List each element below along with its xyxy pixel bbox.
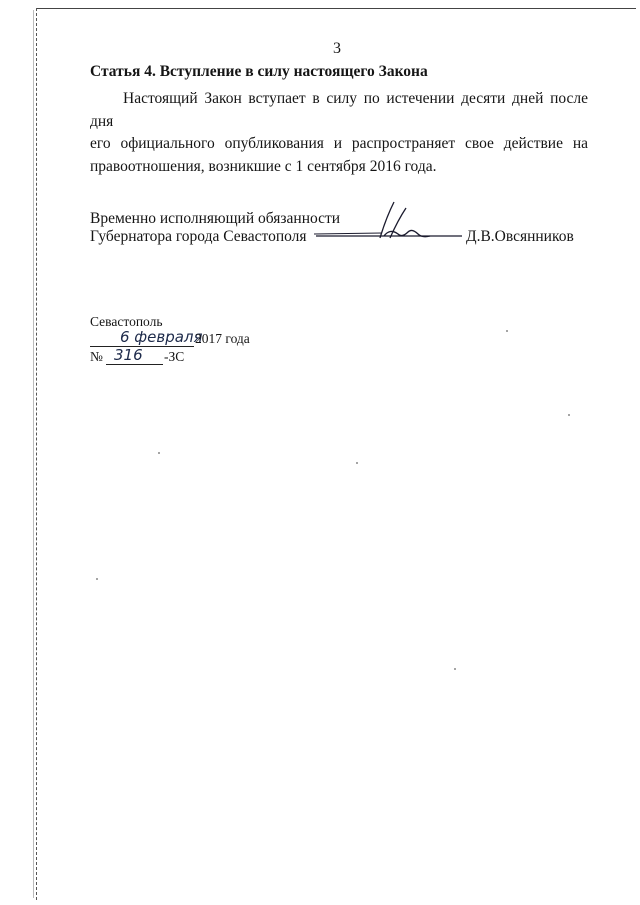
scan-speck: [568, 414, 570, 416]
scan-speck: [506, 330, 508, 332]
law-number-row: [90, 346, 210, 367]
page-number: 3: [333, 40, 341, 57]
scan-speck: [158, 452, 160, 454]
article-title: Статья 4. Вступление в силу настоящего Закона: [90, 63, 428, 80]
article-body-line-2: его официального опубликования и распространяет свое действие на: [90, 135, 588, 152]
page-border-left: [36, 8, 37, 900]
number-underline: [106, 364, 163, 365]
article-body-line-3: правоотношения, возникшие с 1 сентября 2016 года.: [90, 157, 437, 175]
signatory-position-line-1: Временно исполняющий обязанности: [90, 210, 341, 227]
law-number-prefix: №: [90, 349, 103, 364]
signatory-name: Д.В.Овсянников: [466, 228, 574, 245]
article-body: [90, 88, 588, 178]
handwritten-signature: [312, 198, 482, 246]
signatory-position-line-2: Губернатора города Севастополя: [90, 228, 307, 245]
scan-speck: [356, 462, 358, 464]
scan-speck: [454, 668, 456, 670]
article-body-line-1: Настоящий Закон вступает в силу по истечении десяти дней после дня: [90, 90, 588, 130]
page-border-left-faint: [33, 10, 34, 898]
issuance-date-handwritten: 6 февраля: [120, 328, 203, 346]
issuance-year: 2017 года: [195, 331, 250, 346]
issuance-city: Севастополь: [90, 314, 163, 329]
law-number-suffix: -ЗС: [164, 349, 185, 364]
scan-speck: [96, 578, 98, 580]
law-number-handwritten: 316: [114, 346, 143, 364]
page-border-top: [36, 8, 636, 9]
